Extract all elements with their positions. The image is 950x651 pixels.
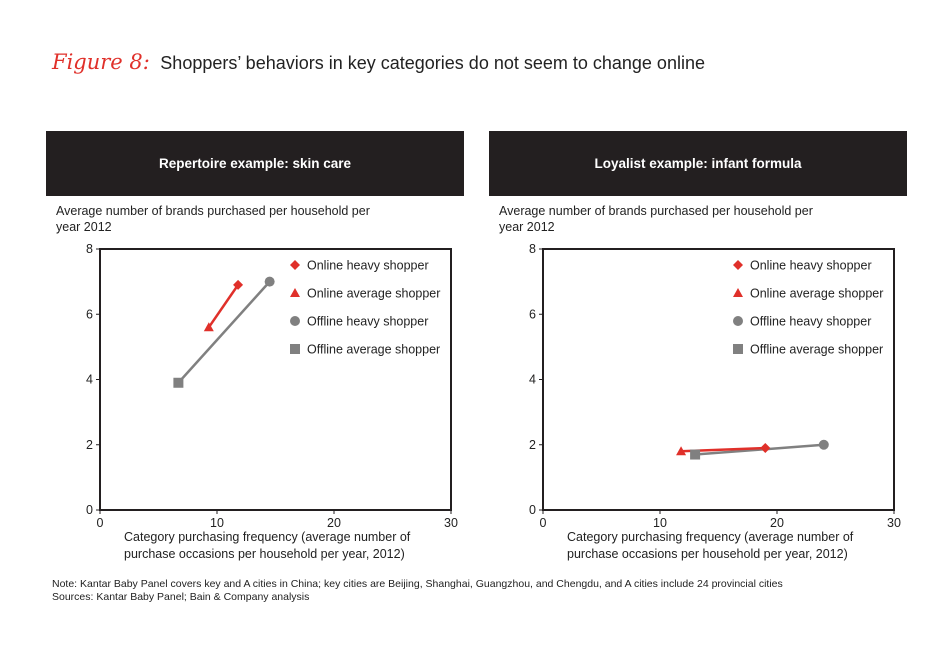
- legend-label: Offline heavy shopper: [307, 314, 429, 329]
- legend-label: Online heavy shopper: [750, 258, 872, 273]
- legend-label: Online average shopper: [750, 286, 884, 301]
- chart-panel-skin-care: [46, 131, 464, 561]
- data-point-diamond: [760, 443, 770, 453]
- y-tick-label: 2: [86, 437, 93, 452]
- legend-label: Online heavy shopper: [307, 258, 429, 273]
- x-tick-label: 10: [653, 516, 667, 530]
- x-tick-label: 30: [887, 516, 901, 530]
- x-tick-label: 0: [96, 516, 104, 530]
- y-tick-label: 0: [529, 503, 536, 517]
- x-axis-label: Category purchasing frequency (average number of purchase occasions per household per year, 2012): [124, 530, 411, 561]
- y-tick-label: 6: [529, 307, 536, 322]
- x-tick-label: 30: [444, 516, 458, 530]
- legend-label: Offline heavy shopper: [750, 314, 872, 329]
- legend-marker-triangle: [733, 288, 743, 297]
- series-line-offline: [178, 282, 269, 383]
- legend-marker-circle: [733, 316, 743, 326]
- legend-marker-square: [290, 344, 300, 354]
- y-axis-label: Average number of brands purchased per household per year 2012: [56, 204, 370, 234]
- legend-label: Offline average shopper: [750, 342, 884, 357]
- y-tick-label: 0: [86, 503, 93, 517]
- y-tick-label: 8: [529, 242, 536, 256]
- data-point-circle: [265, 277, 275, 287]
- y-tick-label: 8: [86, 242, 93, 256]
- y-tick-label: 6: [86, 307, 93, 322]
- chart-title: Loyalist example: infant formula: [489, 131, 907, 196]
- y-tick-label: 4: [529, 372, 536, 387]
- chart-title: Repertoire example: skin care: [46, 131, 464, 196]
- y-tick-label: 2: [529, 437, 536, 452]
- chart-plot-infant-formula: [489, 241, 909, 531]
- figure-title: [52, 50, 705, 74]
- figure-title-text: Shoppers’ behaviors in key categories do not seem to change online: [160, 53, 705, 73]
- footnotes: [52, 578, 783, 604]
- legend-label: Offline average shopper: [307, 342, 441, 357]
- legend-marker-triangle: [290, 288, 300, 297]
- x-tick-label: 0: [539, 516, 547, 530]
- chart-plot-skin-care: [46, 241, 466, 531]
- x-axis-label: Category purchasing frequency (average number of purchase occasions per household per year, 2012): [567, 530, 854, 561]
- x-tick-label: 20: [327, 516, 341, 530]
- chart-panel-infant-formula: [489, 131, 907, 561]
- legend-marker-diamond: [290, 260, 300, 270]
- legend-label: Online average shopper: [307, 286, 441, 301]
- sources-text: Sources: Kantar Baby Panel; Bain & Company analysis: [52, 591, 310, 603]
- data-point-square: [173, 378, 183, 388]
- data-point-square: [690, 450, 700, 460]
- y-axis-label: Average number of brands purchased per household per year 2012: [499, 204, 813, 234]
- x-tick-label: 10: [210, 516, 224, 530]
- note-text: Note: Kantar Baby Panel covers key and A cities in China; key cities are Beijing, Shanghai, Guangzhou, and Chengdu, and A cities include 24 provincial cities: [52, 578, 783, 590]
- figure-label: Figure 8:: [52, 50, 150, 74]
- legend-marker-diamond: [733, 260, 743, 270]
- y-tick-label: 4: [86, 372, 93, 387]
- data-point-circle: [819, 440, 829, 450]
- x-tick-label: 20: [770, 516, 784, 530]
- legend-marker-circle: [290, 316, 300, 326]
- legend-marker-square: [733, 344, 743, 354]
